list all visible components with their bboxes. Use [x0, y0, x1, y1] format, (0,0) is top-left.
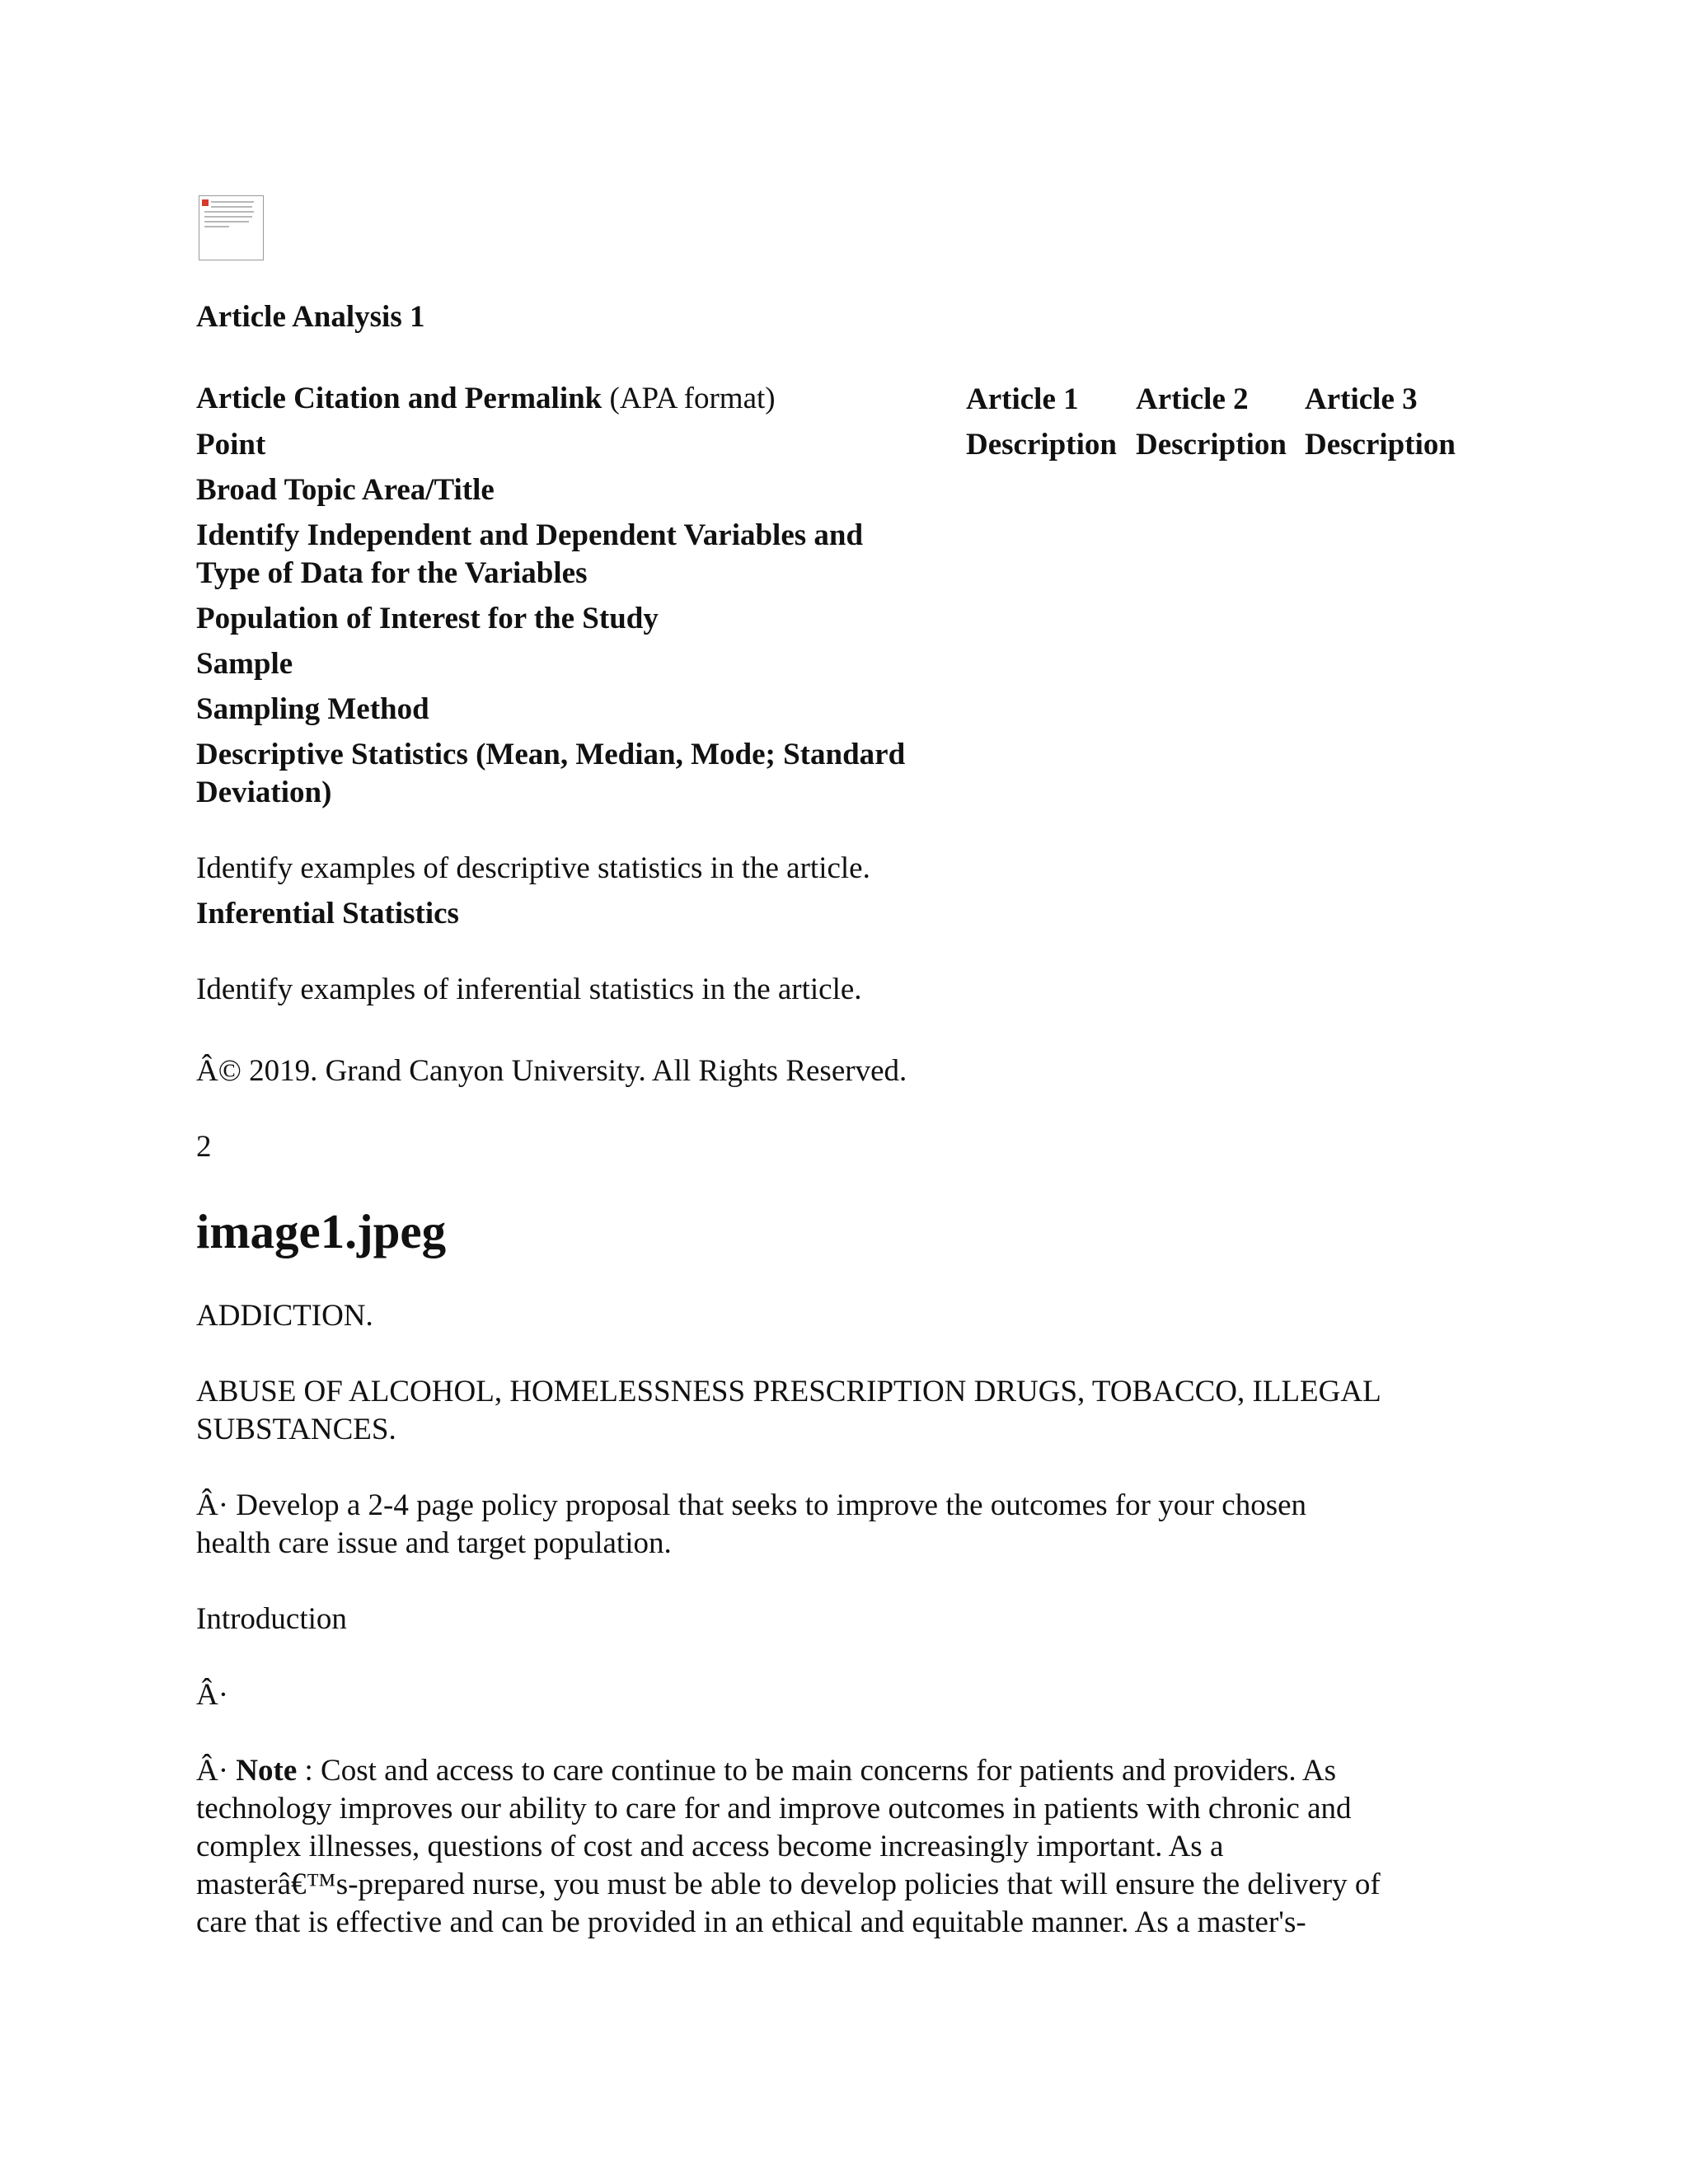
citation-label-bold: Article Citation and Permalink	[196, 382, 603, 415]
image-heading: image1.jpeg	[196, 1204, 447, 1258]
column-header-article-1: Article 1	[966, 382, 1079, 416]
abuse-text-line-2: SUBSTANCES.	[196, 1413, 396, 1446]
page-number: 2	[196, 1130, 212, 1164]
placeholder-text-line	[204, 226, 229, 227]
column-header-article-2: Article 2	[1136, 382, 1249, 416]
copyright-notice: Â© 2019. Grand Canyon University. All Rights Reserved.	[196, 1054, 907, 1088]
broken-image-icon	[202, 199, 209, 206]
row-label-variables-line-1: Identify Independent and Dependent Variables and	[196, 518, 864, 552]
analysis-title: Article Analysis 1	[196, 300, 425, 334]
note-line-4: masterâ€™s-prepared nurse, you must be able to develop policies that will ensure the delivery of	[196, 1868, 1381, 1901]
row-label-descriptive-line-1: Descriptive Statistics (Mean, Median, Mode; Standard	[196, 738, 906, 771]
row-label-population: Population of Interest for the Study	[196, 602, 659, 635]
row-label-topic: Broad Topic Area/Title	[196, 473, 495, 507]
addiction-text: ADDICTION.	[196, 1299, 373, 1333]
note-bullet: Â·	[196, 1754, 237, 1788]
note-line-3: complex illnesses, questions of cost and access become increasingly important. As a	[196, 1830, 1224, 1863]
introduction-text: Introduction	[196, 1602, 347, 1636]
column-sub-article-2: Description	[1136, 428, 1287, 462]
inferential-instruction: Identify examples of inferential statistics in the article.	[196, 972, 862, 1006]
citation-label-format: (APA format)	[609, 382, 776, 415]
row-label-point: Point	[196, 428, 266, 462]
abuse-text-line-1: ABUSE OF ALCOHOL, HOMELESSNESS PRESCRIPTION DRUGS, TOBACCO, ILLEGAL	[196, 1375, 1381, 1408]
row-label-sampling-method: Sampling Method	[196, 692, 429, 726]
empty-bullet: Â·	[196, 1678, 229, 1712]
row-label-variables-line-2: Type of Data for the Variables	[196, 556, 588, 590]
column-sub-article-1: Description	[966, 428, 1117, 462]
note-line-1	[196, 1752, 1336, 1790]
broken-image-placeholder	[199, 195, 264, 260]
note-line-1-text: : Cost and access to care continue to be main concerns for patients and providers. As	[297, 1754, 1336, 1788]
row-label-descriptive-line-2: Deviation)	[196, 776, 332, 809]
note-line-2: technology improves our ability to care for and improve outcomes in patients with chronic and	[196, 1792, 1352, 1825]
note-label: Note	[236, 1754, 298, 1788]
column-sub-article-3: Description	[1305, 428, 1456, 462]
placeholder-text-line	[204, 216, 252, 218]
row-label-inferential: Inferential Statistics	[196, 897, 459, 930]
develop-text-line-1: Â· Develop a 2-4 page policy proposal that seeks to improve the outcomes for your chosen	[196, 1488, 1307, 1522]
develop-text-line-2: health care issue and target population.	[196, 1526, 672, 1560]
row-label-sample: Sample	[196, 647, 293, 681]
placeholder-text-line	[204, 211, 254, 213]
citation-row-label	[196, 380, 776, 418]
column-header-article-3: Article 3	[1305, 382, 1418, 416]
placeholder-text-line	[204, 221, 249, 223]
placeholder-text-line	[211, 206, 252, 208]
descriptive-instruction: Identify examples of descriptive statistics in the article.	[196, 851, 870, 885]
note-line-5: care that is effective and can be provided in an ethical and equitable manner. As a master's-	[196, 1905, 1306, 1939]
placeholder-text-line	[211, 201, 254, 203]
